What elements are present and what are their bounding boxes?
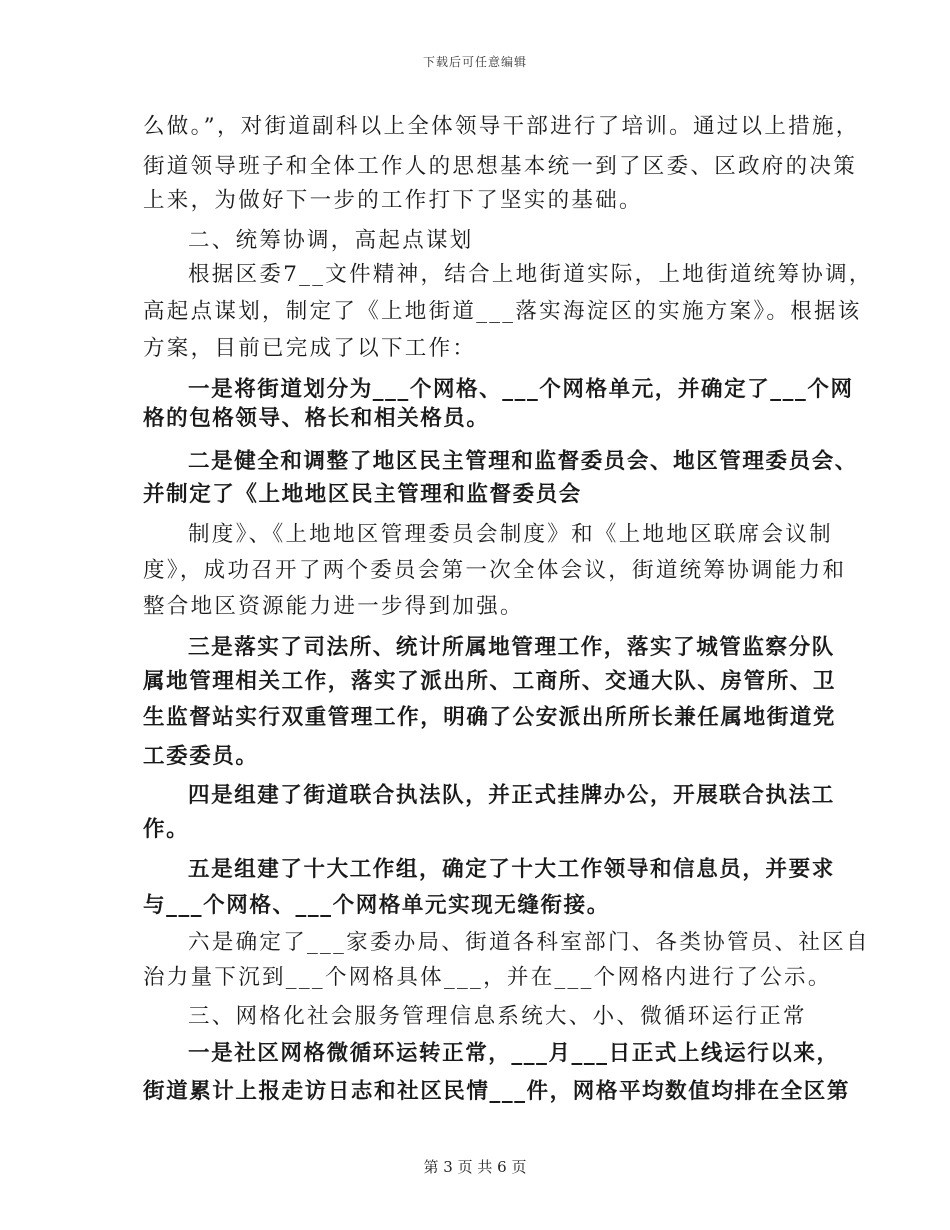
body-line: 三是落实了司法所、统计所属地管理工作，落实了城管监察分队 [188, 635, 835, 660]
body-line: 街道领导班子和全体工作人的思想基本统一到了区委、区政府的决策 [143, 154, 858, 179]
body-line: 二是健全和调整了地区民主管理和监督委员会、地区管理委员会、 [188, 449, 858, 474]
body-line: 整合地区资源能力进一步得到加强。 [143, 594, 524, 619]
body-line: 五是组建了十大工作组，确定了十大工作领导和信息员，并要求 [188, 857, 835, 882]
body-line: 四是组建了街道联合执法队，并正式挂牌办公，开展联合执法工 [188, 783, 835, 808]
section-heading: 二、统筹协调，高起点谋划 [188, 228, 474, 253]
body-line: 格的包格领导、格长和相关格员。 [143, 406, 490, 431]
body-line: 生监督站实行双重管理工作，明确了公安派出所所长兼任属地街道党 [143, 705, 837, 730]
body-line: 方案，目前已完成了以下工作： [143, 336, 477, 361]
body-line: 制度》、《上地地区管理委员会制度》和《上地地区联席会议制 [188, 522, 833, 547]
body-line: 么做。”，对街道副科以上全体领导干部进行了培训。通过以上措施， [143, 114, 860, 139]
section-heading: 三、网格化社会服务管理信息系统大、小、微循环运行正常 [188, 1004, 807, 1029]
body-line: 度》，成功召开了两个委员会第一次全体会议，街道统筹协调能力和 [143, 558, 847, 583]
body-line: 工委委员。 [143, 744, 259, 769]
body-line: 上来，为做好下一步的工作打下了坚实的基础。 [143, 188, 643, 213]
body-line: 作。 [143, 817, 190, 842]
body-line: 街道累计上报走访日志和社区民情___件，网格平均数值均排在全区第 [143, 1079, 850, 1104]
body-line: 一是社区网格微循环运转正常，___月___日正式上线运行以来， [188, 1041, 840, 1066]
body-line: 并制定了《上地地区民主管理和监督委员会 [143, 482, 582, 507]
body-line: 高起点谋划，制定了《上地街道___落实海淀区的实施方案》。根据该 [143, 299, 862, 324]
body-line: 治力量下沉到___个网格具体___，并在___个网格内进行了公示。 [143, 965, 832, 990]
body-line: 一是将街道划分为___个网格、___个网格单元，并确定了___个网 [188, 377, 854, 402]
page-header: 下载后可任意编辑 [422, 55, 527, 69]
page-footer: 第 3 页 共 6 页 [423, 1158, 527, 1176]
body-line: 属地管理相关工作，落实了派出所、工商所、交通大队、房管所、卫 [143, 669, 837, 694]
body-line: 根据区委7__文件精神，结合上地街道实际，上地街道统筹协调， [188, 262, 873, 287]
body-line: 与___个网格、___个网格单元实现无缝衔接。 [143, 893, 610, 918]
body-line: 六是确定了___家委办局、街道各科室部门、各类协管员、社区自 [188, 930, 870, 955]
